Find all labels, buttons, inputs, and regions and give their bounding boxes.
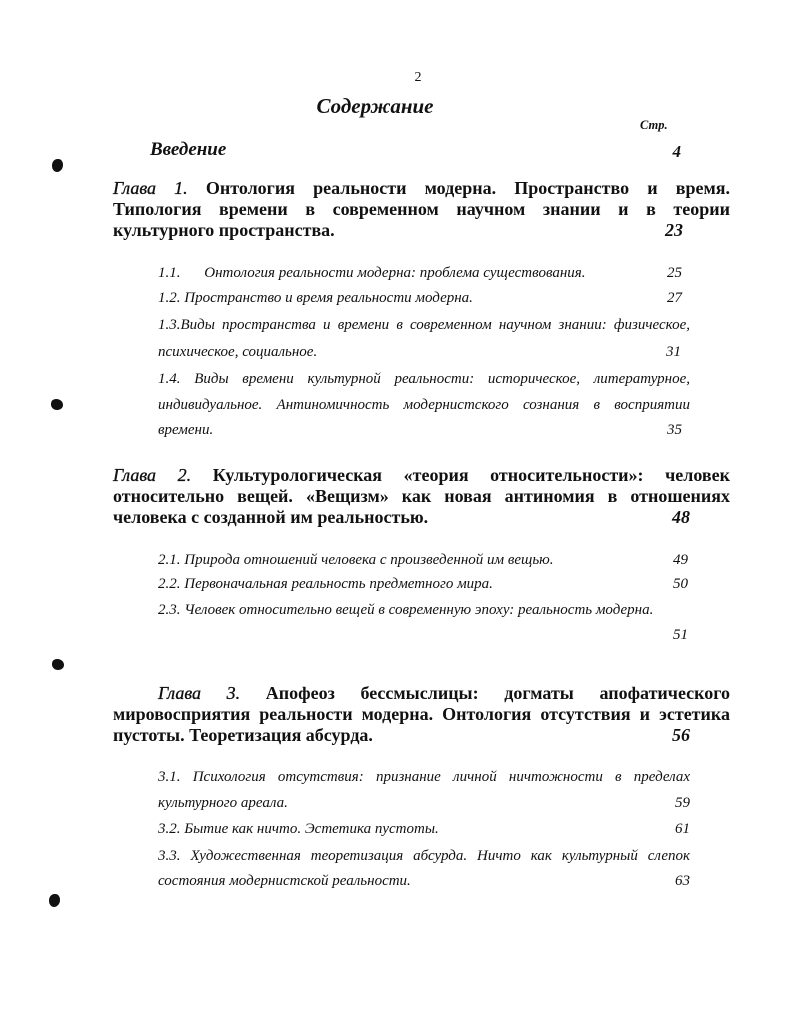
toc-section-1-1 (158, 263, 682, 283)
section-page: 50 (673, 576, 688, 592)
toc-section-1-3 (158, 315, 690, 335)
toc-entry-introduction (150, 138, 681, 162)
section-page: 61 (675, 821, 690, 837)
section-page: 51 (673, 627, 688, 643)
chapter-2-page: 48 (672, 507, 690, 527)
chapter-1-heading-line (113, 219, 683, 241)
chapter-3-heading-line (113, 724, 690, 746)
toc-section-2-1 (158, 550, 688, 570)
chapter-3-page: 56 (672, 725, 690, 745)
toc-title: Содержание (316, 94, 434, 118)
section-number: 3.3. (158, 848, 181, 864)
toc-section-1-4 (158, 369, 690, 389)
section-title: Пространство и время реальности модерна. (184, 290, 473, 306)
chapter-1-heading-line: Типология времени в современном научном знании и в теории (113, 199, 730, 219)
chapter-2-heading-line (113, 506, 690, 528)
section-page: 49 (673, 552, 688, 568)
toc-section-1-4-continued: индивидуальное. Антиномичность модернистского сознания в восприятии (158, 397, 690, 413)
section-title: Художественная теоретизация абсурда. Ничто как культурный слепок (190, 848, 690, 864)
section-title: психическое, социальное. (158, 344, 318, 360)
section-title: Онтология реальности модерна: проблема существования. (204, 265, 586, 281)
section-title: Человек относительно вещей в современную эпоху: реальность модерна. (184, 602, 654, 618)
section-title: состояния модернистской реальности. (158, 873, 411, 889)
section-number: 2.3. (158, 602, 181, 618)
section-number: 1.4. (158, 371, 181, 387)
binding-hole-mark (49, 894, 60, 907)
section-page: 31 (666, 344, 681, 360)
section-page: 63 (675, 873, 690, 889)
toc-section-1-3-continued (158, 342, 681, 362)
toc-section-3-2 (158, 819, 690, 839)
section-title: Виды времени культурной реальности: историческое, литературное, (194, 371, 690, 387)
binding-hole-mark (51, 399, 63, 410)
chapter-3-heading-line (158, 682, 730, 704)
binding-hole-mark (52, 159, 63, 172)
section-page: 59 (675, 795, 690, 811)
chapter-1-title-part: Онтология реальности модерна. Пространство и время. (205, 178, 730, 198)
chapter-1-page: 23 (665, 220, 683, 240)
chapter-2-title-part: человека с созданной им реальностью. (113, 507, 429, 527)
section-title: Бытие как ничто. Эстетика пустоты. (184, 821, 439, 837)
toc-section-2-3 (158, 600, 688, 620)
chapter-1-heading-line (113, 177, 730, 199)
toc-section-3-3-continued (158, 871, 690, 891)
section-number: 2.1. (158, 552, 181, 568)
section-title: Виды пространства и времени в современном научном знании: физическое, (180, 317, 690, 333)
page-column-label: Стр. (640, 118, 668, 132)
section-title: времени. (158, 422, 214, 438)
chapter-3-label: Глава 3. (158, 683, 241, 703)
chapter-1-title-part: культурного пространства. (113, 220, 335, 240)
section-page: 27 (667, 290, 682, 306)
chapter-2-heading-line (113, 464, 730, 486)
toc-section-1-2 (158, 288, 682, 308)
page-number: 2 (414, 70, 422, 85)
section-title: Психология отсутствия: признание личной ничтожности в пределах (192, 769, 691, 785)
section-number: 1.2. (158, 290, 181, 306)
section-title: Первоначальная реальность предметного мира. (184, 576, 493, 592)
section-number: 3.2. (158, 821, 181, 837)
toc-section-3-1-continued (158, 793, 690, 813)
section-title: Природа отношений человека с произведенной им вещью. (184, 552, 554, 568)
section-number: 1.3. (158, 317, 181, 333)
chapter-2-heading-line: относительно вещей. «Вещизм» как новая антиномия в отношениях (113, 486, 730, 506)
introduction-page: 4 (672, 142, 681, 161)
chapter-3-title-part: Апофеоз бессмыслицы: догматы апофатического (265, 683, 731, 703)
toc-section-3-1 (158, 767, 690, 787)
chapter-1-label: Глава 1. (113, 178, 188, 198)
chapter-3-heading-line: мировосприятия реальности модерна. Онтология отсутствия и эстетика (113, 704, 730, 724)
section-number: 1.1. (158, 265, 181, 281)
toc-section-3-3 (158, 846, 690, 866)
toc-section-1-4-continued (158, 420, 682, 440)
introduction-title: Введение (150, 139, 227, 160)
binding-hole-mark (52, 659, 64, 670)
section-page: 25 (667, 265, 682, 281)
section-title: культурного ареала. (158, 795, 288, 811)
chapter-2-label: Глава 2. (113, 465, 192, 485)
toc-section-2-3-page-line (158, 625, 688, 645)
chapter-3-title-part: пустоты. Теоретизация абсурда. (113, 725, 373, 745)
section-page: 35 (667, 422, 682, 438)
chapter-2-title-part: Культурологическая «теория относительности»: человек (212, 465, 730, 485)
toc-section-2-2 (158, 574, 688, 594)
section-number: 2.2. (158, 576, 181, 592)
section-number: 3.1. (158, 769, 181, 785)
